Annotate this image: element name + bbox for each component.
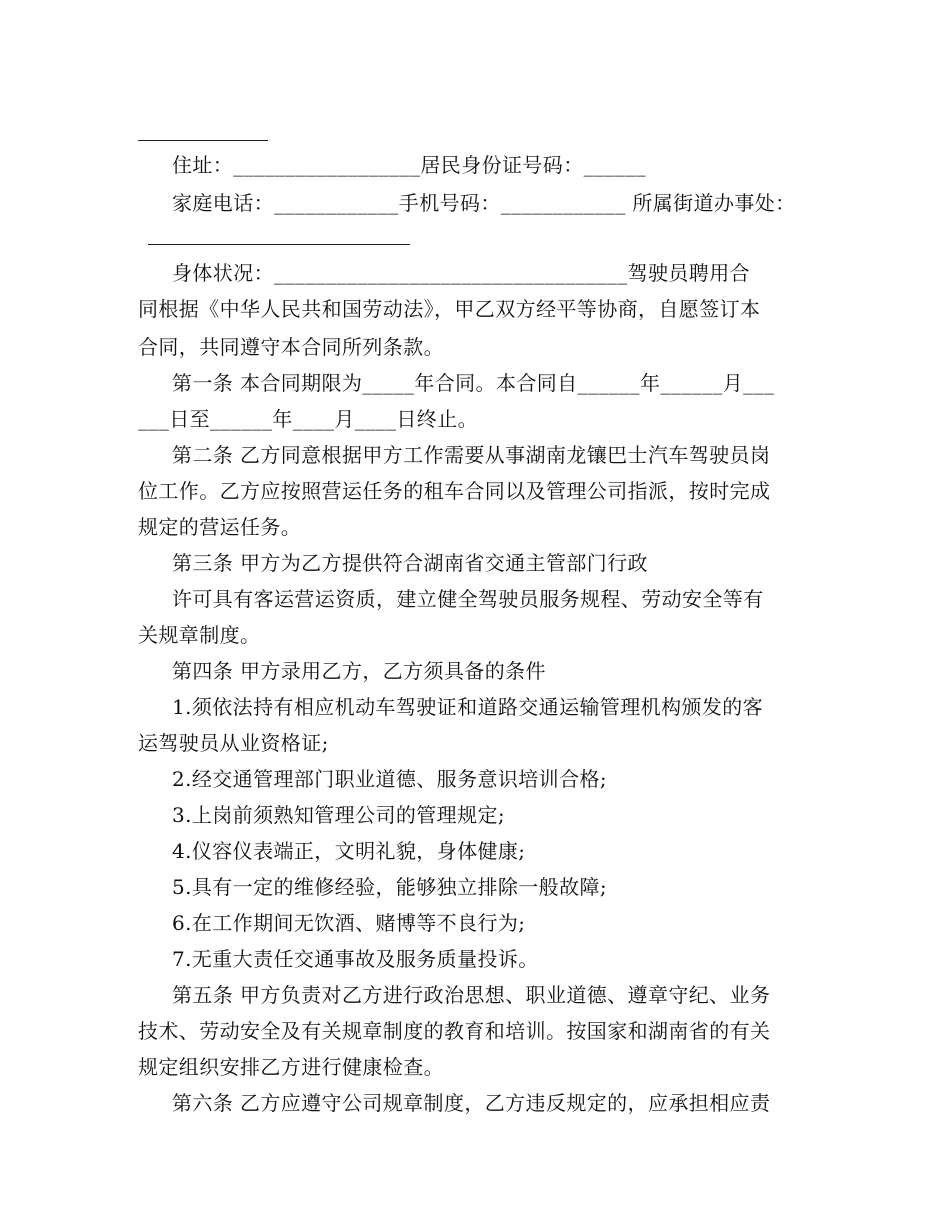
article-4-item-2: 2.经交通管理部门职业道德、服务意识培训合格;: [172, 767, 608, 791]
article-2-line-2: 位工作。乙方应按照营运任务的租车合同以及管理公司指派，按时完成: [138, 479, 771, 503]
address-id-line: 住址：__________________居民身份证号码：______: [172, 153, 646, 177]
health-line: 身体状况：__________________________________驾驶员聘用合: [172, 261, 750, 285]
article-4-item-4: 4.仪容仪表端正，文明礼貌，身体健康;: [172, 839, 526, 863]
article-1-line-2: ___日至______年____月____日终止。: [138, 407, 478, 431]
article-2-line-3: 规定的营运任务。: [138, 515, 302, 539]
article-4-item-1-line-1: 1.须依法持有相应机动车驾驶证和道路交通运输管理机构颁发的客: [172, 695, 764, 719]
article-4-heading: 第四条 甲方录用乙方，乙方须具备的条件: [172, 659, 546, 683]
article-6-line-1: 第六条 乙方应遵守公司规章制度，乙方违反规定的，应承担相应责: [172, 1091, 771, 1115]
preamble-line-2: 同根据《中华人民共和国劳动法》，甲乙双方经平等协商，自愿签订本: [138, 297, 761, 321]
article-4-item-5: 5.具有一定的维修经验，能够独立排除一般故障;: [172, 875, 608, 899]
article-4-item-1-line-2: 运驾驶员从业资格证;: [138, 731, 329, 755]
article-3-line-2: 许可具有客运营运资质，建立健全驾驶员服务规程、劳动安全等有: [172, 587, 764, 611]
article-3-line-3: 关规章制度。: [138, 623, 261, 647]
article-2-line-1: 第二条 乙方同意根据甲方工作需要从事湖南龙镶巴士汽车驾驶员岗: [172, 443, 771, 467]
article-3-line-1: 第三条 甲方为乙方提供符合湖南省交通主管部门行政: [172, 551, 648, 575]
article-5-line-1: 第五条 甲方负责对乙方进行政治思想、职业道德、遵章守纪、业务: [172, 983, 771, 1007]
article-5-line-3: 规定组织安排乙方进行健康检查。: [138, 1055, 444, 1079]
street-office-blank-line: [148, 244, 410, 245]
top-blank-line: [138, 140, 268, 141]
preamble-line-3: 合同，共同遵守本合同所列条款。: [138, 335, 444, 359]
article-4-item-3: 3.上岗前须熟知管理公司的管理规定;: [172, 803, 506, 827]
article-4-item-7: 7.无重大责任交通事故及服务质量投诉。: [172, 947, 539, 971]
article-4-item-6: 6.在工作期间无饮酒、赌博等不良行为;: [172, 911, 526, 935]
phone-line: 家庭电话：____________手机号码：____________ 所属街道办事处：: [172, 191, 796, 215]
article-5-line-2: 技术、劳动安全及有关规章制度的教育和培训。按国家和湖南省的有关: [138, 1019, 771, 1043]
article-1-line-1: 第一条 本合同期限为_____年合同。本合同自______年______月___: [172, 371, 775, 395]
